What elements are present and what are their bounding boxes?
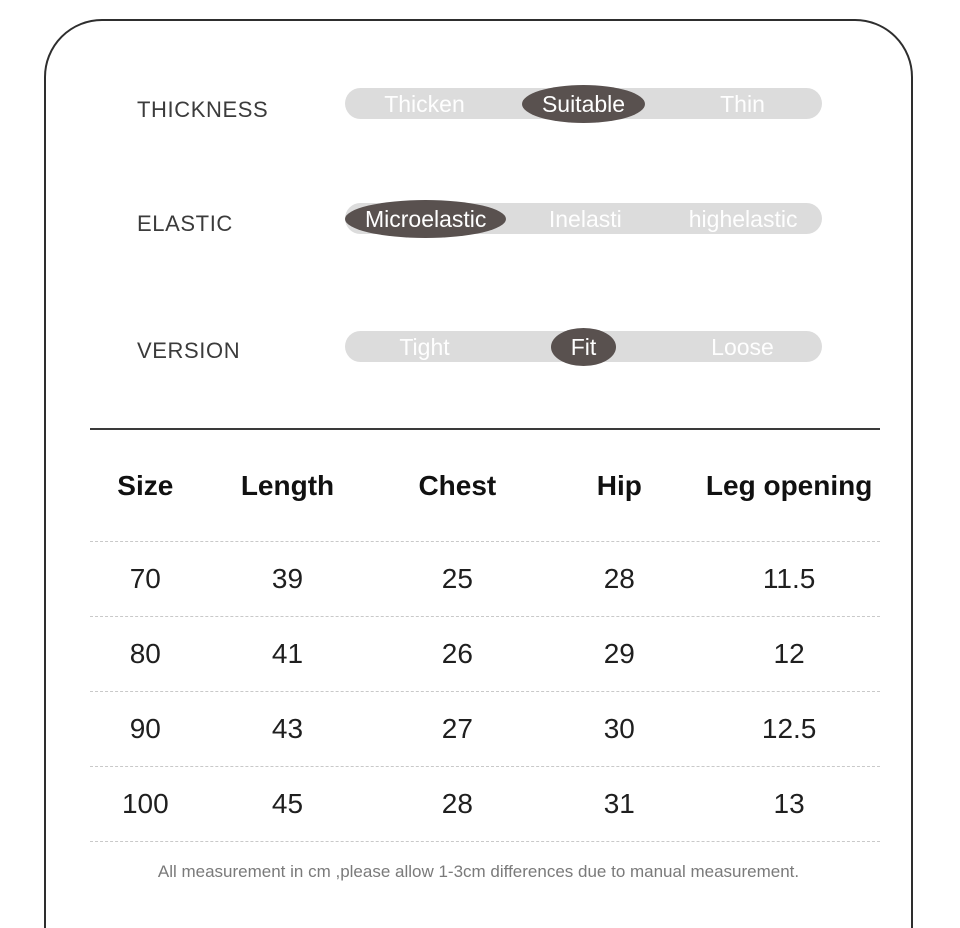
- option-microelastic[interactable]: [345, 203, 506, 234]
- header-hip: Hip: [596, 469, 642, 501]
- option-fit[interactable]: [504, 331, 663, 362]
- table-row: [90, 767, 880, 842]
- table-row: [90, 692, 880, 767]
- option-label: Loose: [711, 333, 774, 360]
- cell-chest: 25: [441, 563, 473, 594]
- option-suitable[interactable]: [504, 88, 663, 119]
- table-row: [90, 542, 880, 617]
- header-leg-opening: Leg opening: [705, 469, 873, 501]
- cell-leg-opening: 12: [773, 638, 805, 669]
- option-label: Thicken: [384, 90, 465, 117]
- option-tight[interactable]: [345, 331, 504, 362]
- option-inelasti[interactable]: [506, 203, 664, 234]
- cell-size: 80: [129, 638, 161, 669]
- cell-size: 90: [129, 713, 161, 744]
- option-label: Tight: [399, 333, 450, 360]
- cell-hip: 30: [603, 713, 635, 744]
- option-label: highelastic: [688, 205, 798, 232]
- option-label: Microelastic: [345, 200, 506, 238]
- cell-size: 100: [121, 788, 169, 819]
- cell-size: 70: [129, 563, 161, 594]
- option-label: Inelasti: [548, 205, 622, 232]
- option-label: Thin: [720, 90, 765, 117]
- option-label: Suitable: [522, 85, 645, 123]
- option-thin[interactable]: [663, 88, 822, 119]
- cell-leg-opening: 12.5: [761, 713, 817, 744]
- option-loose[interactable]: [663, 331, 822, 362]
- cell-length: 39: [271, 563, 304, 594]
- cell-leg-opening: 13: [773, 788, 805, 819]
- table-row: [90, 617, 880, 692]
- cell-hip: 29: [603, 638, 635, 669]
- cell-length: 45: [271, 788, 304, 819]
- header-size: Size: [117, 469, 174, 501]
- cell-hip: 31: [603, 788, 635, 819]
- size-table-header: [90, 430, 880, 542]
- cell-leg-opening: 11.5: [762, 563, 816, 594]
- cell-chest: 27: [441, 713, 473, 744]
- elastic-label: ELASTIC: [137, 211, 233, 236]
- option-highelastic[interactable]: [664, 203, 822, 234]
- header-length: Length: [240, 469, 335, 501]
- thickness-label: THICKNESS: [137, 97, 269, 122]
- version-options-pill: [345, 331, 822, 362]
- header-chest: Chest: [418, 469, 497, 501]
- cell-chest: 26: [441, 638, 473, 669]
- thickness-options-pill: [345, 88, 822, 119]
- elastic-options-pill: [345, 203, 822, 234]
- option-label: Fit: [551, 328, 617, 366]
- cell-length: 41: [271, 638, 304, 669]
- cell-hip: 28: [603, 563, 635, 594]
- option-thicken[interactable]: [345, 88, 504, 119]
- version-label: VERSION: [137, 338, 241, 363]
- cell-length: 43: [271, 713, 304, 744]
- cell-chest: 28: [441, 788, 473, 819]
- measurement-note: All measurement in cm ,please allow 1-3cm differences due to manual measurement.: [157, 862, 800, 881]
- size-table: [90, 428, 880, 842]
